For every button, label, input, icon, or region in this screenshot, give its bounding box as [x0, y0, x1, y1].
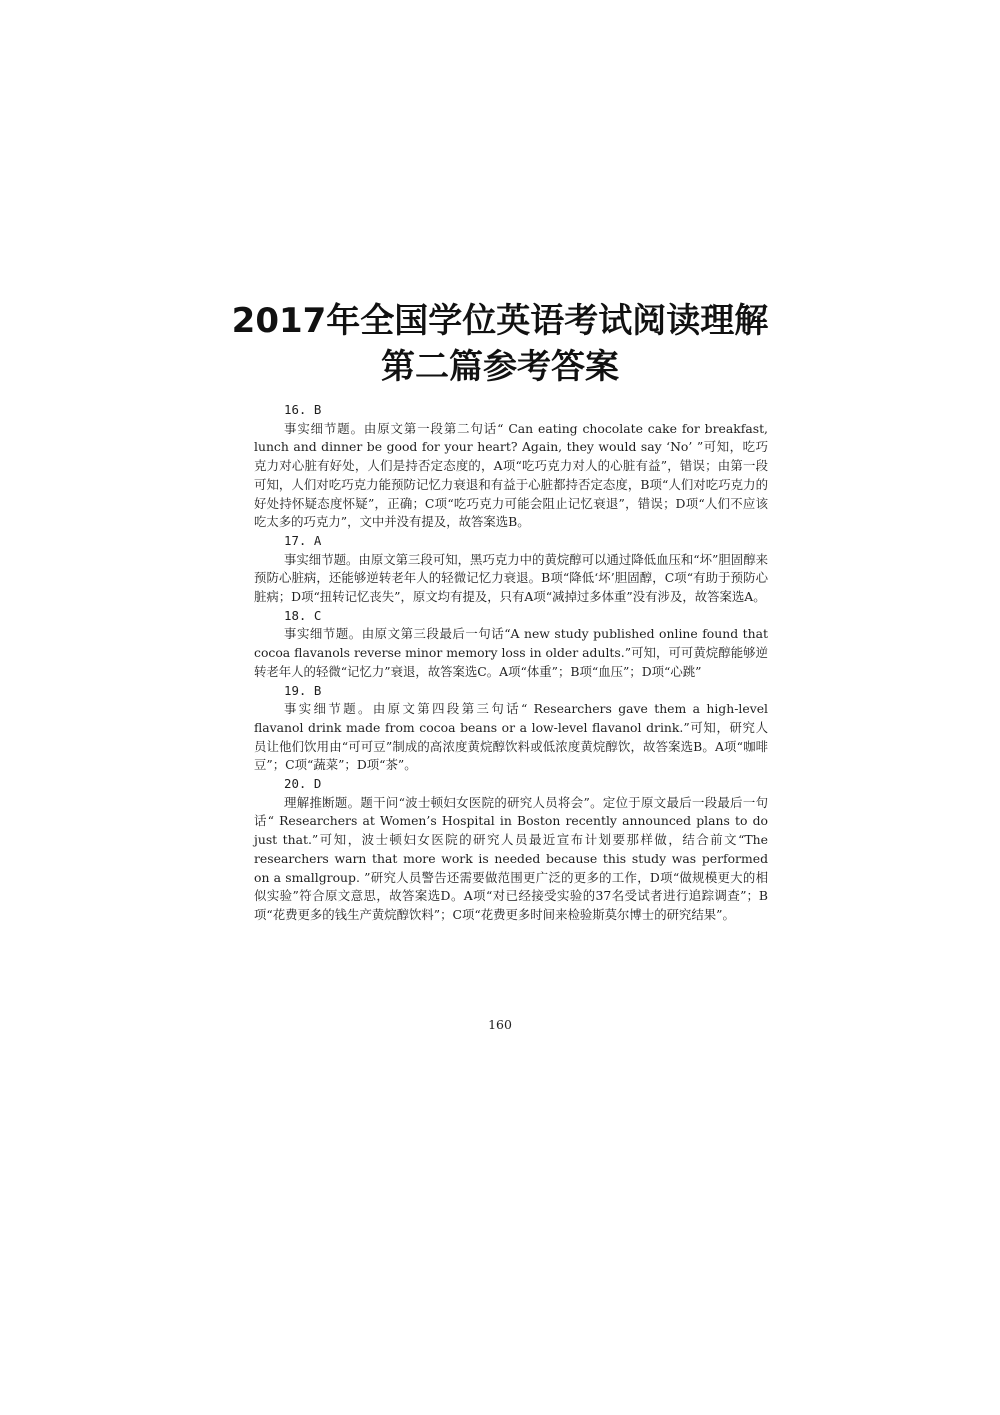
- page-title-line-2: 第二篇参考答案: [381, 347, 619, 387]
- answer-number: 18. C: [284, 607, 322, 623]
- answer-block-16: [254, 401, 768, 532]
- answer-explanation: 理解推断题。题干问“波士顿妇女医院的研究人员将会”。定位于原文最后一段最后一句话“ Researchers at Women’s Hospital in Boston recently announced plans to do just that.”可知，波士顿妇女医院的研究人员最近宣布计划要那样做，结合前文“The researchers warn that more work is needed because this study was performed on a smallgroup. ”研究人员警告还需要做范围更广泛的更多的工作，D项“做规模更大的相似实验”符合原文意思，故答案选D。A项“对已经接受实验的37名受试者进行追踪调查”；B项“花费更多的钱生产黄烷醇饮料”；C项“花费更多时间来检验斯莫尔博士的研究结果”。: [254, 794, 768, 922]
- answer-block-19: [254, 682, 768, 776]
- answer-number: 17. A: [284, 532, 322, 548]
- answer-explanation: 事实细节题。由原文第四段第三句话“ Researchers gave them a high-level flavanol drink made from cocoa beans or a low-level flavanol drink.”可知，研究人员让他们饮用由“可可豆”制成的高浓度黄烷醇饮料或低浓度黄烷醇饮，故答案选B。A项“咖啡豆”；C项“蔬菜”；D项“茶”。: [254, 701, 768, 773]
- answer-explanation: 事实细节题。由原文第一段第二句话“ Can eating chocolate cake for breakfast, lunch and dinner be good for your heart? Again, they would say ‘No’ ”可知，吃巧克力对心脏有好处，人们是持否定态度的，A项“吃巧克力对人的心脏有益”，错误；由第一段可知，人们对吃巧克力能预防记忆力衰退和有益于心脏都持否定态度，B项“人们对吃巧克力的好处持怀疑态度怀疑”，正确；C项“吃巧克力可能会阻止记忆衰退”，错误；D项“人们不应该吃太多的巧克力”，文中并没有提及，故答案选B。: [254, 420, 768, 530]
- answer-explanation: 事实细节题。由原文第三段可知，黑巧克力中的黄烷醇可以通过降低血压和“坏”胆固醇来预防心脏病，还能够逆转老年人的轻微记忆力衰退。B项“降低‘坏’胆固醇，C项“有助于预防心脏病；D项“扭转记忆丧失”，原文均有提及，只有A项“减掉过多体重”没有涉及，故答案选A。: [254, 551, 768, 605]
- answer-number: 16. B: [284, 402, 322, 417]
- answer-content: [254, 401, 768, 925]
- page-title-line-1: 2017年全国学位英语考试阅读理解: [231, 301, 769, 341]
- answer-block-18: [254, 607, 768, 682]
- answer-block-20: [254, 775, 768, 925]
- answer-number: 19. B: [284, 682, 322, 698]
- page-number: 160: [488, 1017, 512, 1032]
- answer-explanation: 事实细节题。由原文第三段最后一句话“A new study published online found that cocoa flavanols reverse minor memory loss in older adults.”可知，可可黄烷醇能够逆转老年人的轻微“记忆力”衰退，故答案选C。A项“体重”；B项“血压”；D项“心跳”: [254, 626, 768, 679]
- answer-number: 20. D: [284, 776, 322, 792]
- answer-block-17: [254, 532, 768, 607]
